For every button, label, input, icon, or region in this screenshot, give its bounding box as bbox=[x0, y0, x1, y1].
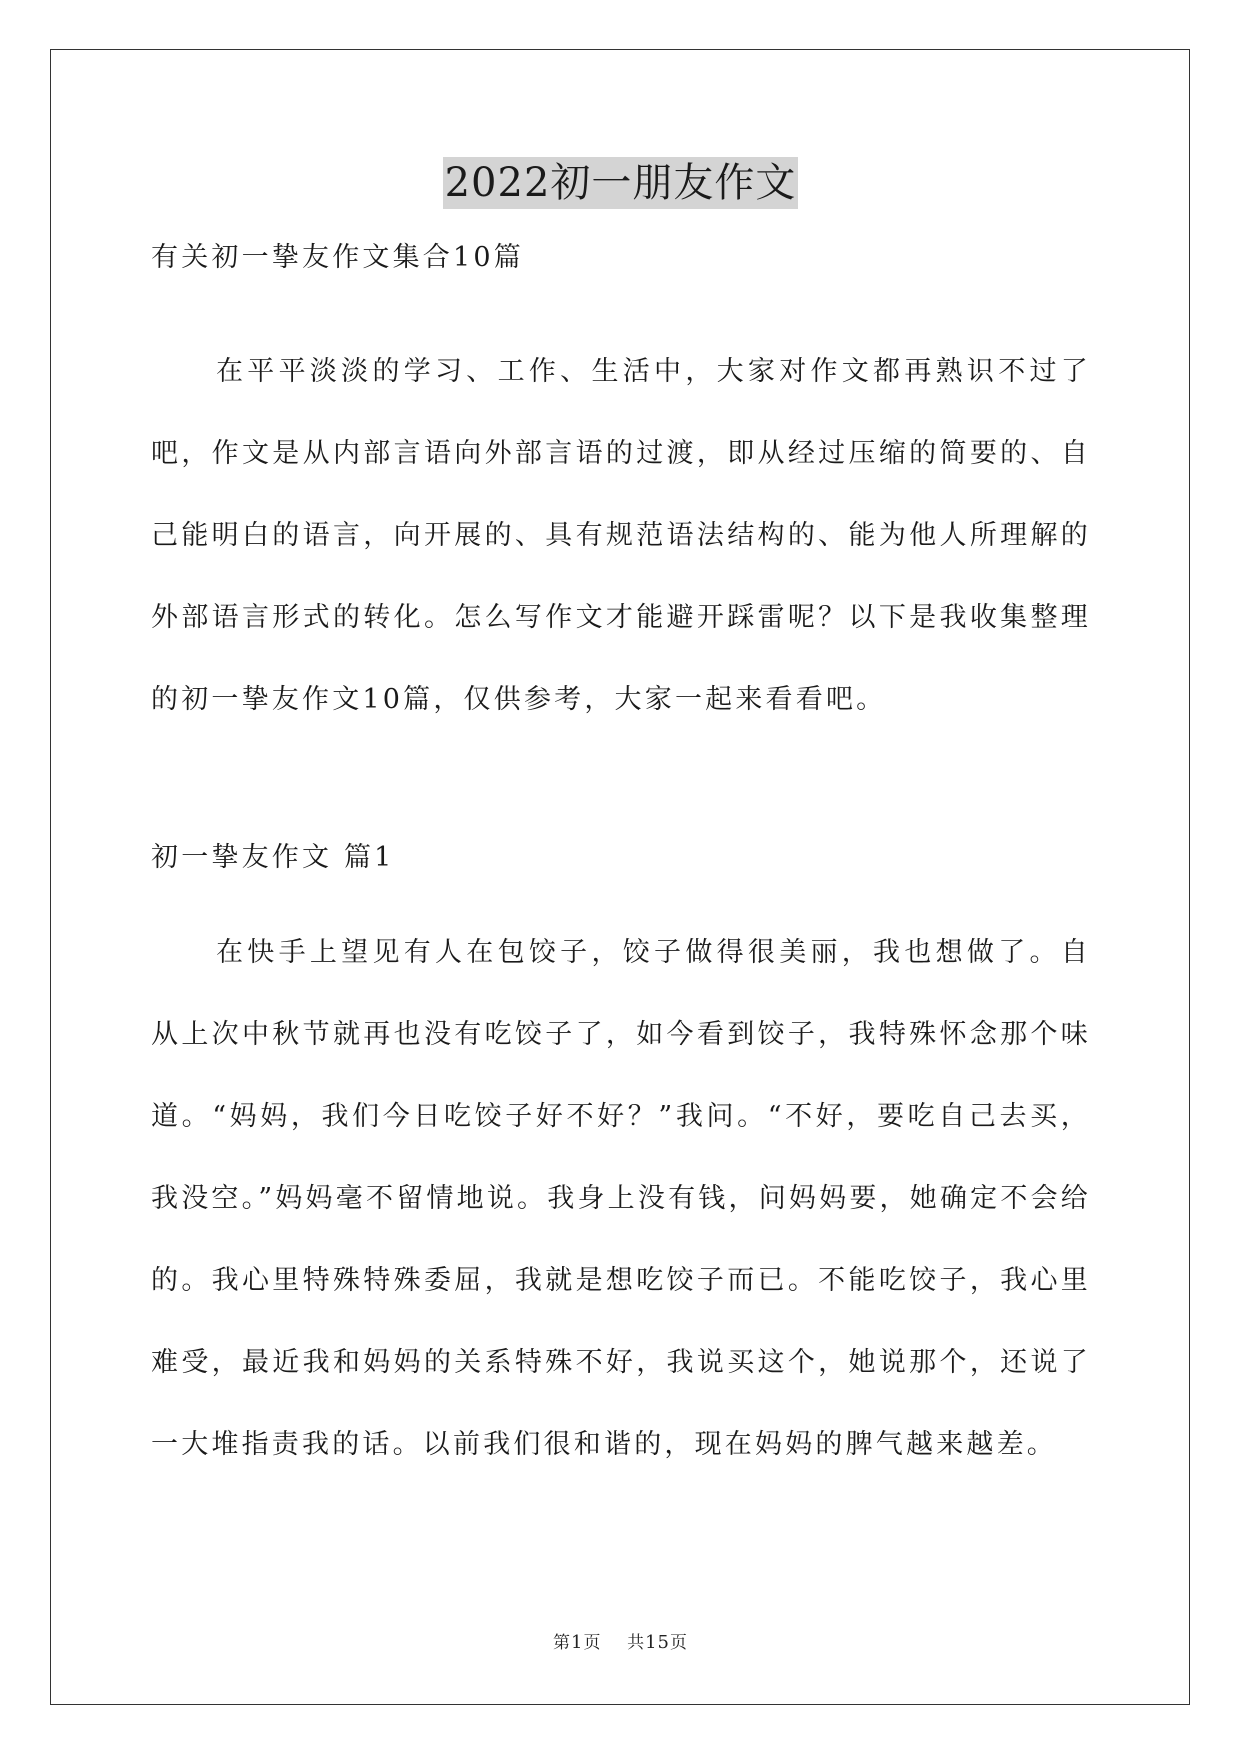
document-subtitle: 有关初一挚友作文集合10篇 bbox=[151, 242, 524, 273]
title-container bbox=[0, 157, 1241, 209]
section-paragraph: 在快手上望见有人在包饺子，饺子做得很美丽，我也想做了。自从上次中秋节就再也没有吃饺子了，如今看到饺子，我特殊怀念那个味道。“妈妈，我们今日吃饺子好不好？”我问。“不好，要吃自己去买，我没空。”妈妈毫不留情地说。我身上没有钱，问妈妈要，她确定不会给的。我心里特殊特殊委屈，我就是想吃饺子而已。不能吃饺子，我心里难受，最近我和妈妈的关系特殊不好，我说买这个，她说那个，还说了一大堆指责我的话。以前我们很和谐的，现在妈妈的脾气越来越差。 bbox=[151, 937, 1091, 1460]
footer-prefix: 第 bbox=[553, 1633, 571, 1653]
document-title: 2022初一朋友作文 bbox=[443, 157, 799, 209]
page-footer bbox=[0, 1628, 1241, 1653]
footer-total-pages: 15 bbox=[645, 1632, 670, 1653]
intro-paragraph: 在平平淡淡的学习、工作、生活中，大家对作文都再熟识不过了吧，作文是从内部言语向外部言语的过渡，即从经过压缩的简要的、自己能明白的语言，向开展的、具有规范语法结构的、能为他人所理解的外部语言形式的转化。怎么写作文才能避开踩雷呢？以下是我收集整理的初一挚友作文10篇，仅供参考，大家一起来看看吧。 bbox=[151, 356, 1091, 715]
footer-middle: 页 共 bbox=[583, 1633, 646, 1653]
footer-suffix: 页 bbox=[669, 1633, 688, 1653]
footer-current-page: 1 bbox=[571, 1632, 584, 1653]
section-heading: 初一挚友作文 篇1 bbox=[151, 842, 395, 873]
